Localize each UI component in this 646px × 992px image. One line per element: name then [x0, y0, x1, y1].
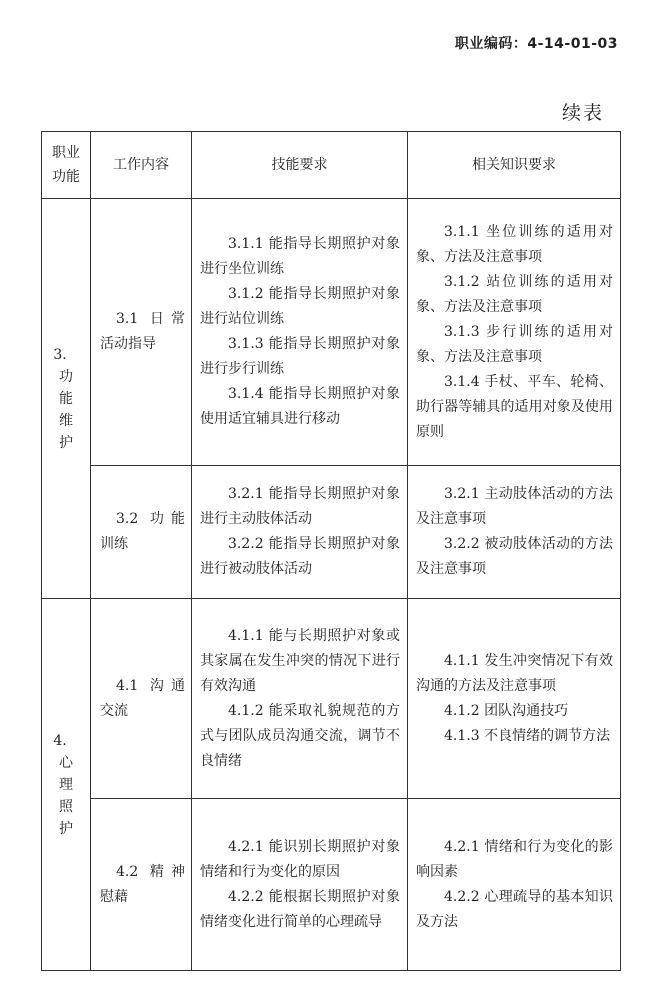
- work-content-line1: 3.1 日常: [116, 311, 185, 327]
- function-char: 心: [59, 754, 73, 771]
- function-cell-4: [42, 599, 91, 971]
- table-row: [42, 599, 621, 799]
- knowledge-cell: [408, 199, 621, 466]
- skills-cell: [192, 466, 408, 599]
- work-content-cell: [91, 199, 192, 466]
- knowledge-cell: [408, 799, 621, 971]
- work-content-line2: 训练: [100, 536, 128, 552]
- work-content-line2: 慰藉: [100, 888, 128, 905]
- skill-item: 3.2.1 能指导长期照护对象进行主动肢体活动: [200, 486, 400, 527]
- skill-item: 3.2.2 能指导长期照护对象进行被动肢体活动: [200, 536, 400, 577]
- knowledge-item: 3.2.1 主动肢体活动的方法及注意事项: [416, 486, 613, 527]
- skill-item: 3.1.1 能指导长期照护对象进行坐位训练: [200, 236, 400, 277]
- work-content-line2: 交流: [100, 702, 128, 719]
- skills-cell: [192, 199, 408, 466]
- knowledge-cell: [408, 466, 621, 599]
- skill-item: 4.2.2 能根据长期照护对象情绪变化进行简单的心理疏导: [200, 888, 400, 930]
- occupation-code: 职业编码：4-14-01-03: [454, 36, 618, 52]
- function-char: 护: [59, 434, 73, 451]
- skill-item: 3.1.2 能指导长期照护对象进行站位训练: [200, 286, 400, 327]
- work-content-line2: 活动指导: [100, 336, 156, 352]
- function-cell-3: [42, 199, 91, 599]
- work-content-cell: [91, 599, 192, 799]
- skill-item: 3.1.3 能指导长期照护对象进行步行训练: [200, 336, 400, 377]
- table-row: [42, 466, 621, 599]
- skills-cell: [192, 799, 408, 971]
- knowledge-item: 4.1.1 发生冲突情况下有效沟通的方法及注意事项: [416, 652, 613, 694]
- header-function-line1: 职业: [52, 144, 80, 161]
- function-char: 理: [59, 776, 73, 793]
- function-number: 4.: [53, 732, 67, 749]
- function-char: 功: [59, 368, 73, 385]
- knowledge-item: 3.1.2 站位训练的适用对象、方法及注意事项: [416, 273, 613, 315]
- work-content-line1: 4.2 精神: [116, 863, 185, 880]
- knowledge-item: 4.1.2 团队沟通技巧: [444, 702, 569, 719]
- table-header-row: [42, 132, 621, 199]
- skill-item: 4.1.2 能采取礼貌规范的方式与团队成员沟通交流，调节不良情绪: [200, 702, 400, 769]
- function-number: 3.: [53, 346, 67, 363]
- knowledge-item: 3.2.2 被动肢体活动的方法及注意事项: [416, 536, 613, 577]
- work-content-line1: 4.1 沟通: [116, 677, 185, 694]
- header-function: [42, 132, 91, 199]
- knowledge-item: 4.1.3 不良情绪的调节方法: [444, 727, 611, 744]
- header-function-line2: 功能: [52, 168, 80, 185]
- skill-item: 4.1.1 能与长期照护对象或其家属在发生冲突的情况下进行有效沟通: [200, 627, 400, 694]
- header-skill-requirements: 技能要求: [192, 132, 408, 199]
- knowledge-cell: [408, 599, 621, 799]
- skills-cell: [192, 599, 408, 799]
- skill-item: 4.2.1 能识别长期照护对象情绪和行为变化的原因: [200, 838, 400, 880]
- function-char: 照: [59, 798, 73, 815]
- skill-item: 3.1.4 能指导长期照护对象使用适宜辅具进行移动: [200, 386, 400, 427]
- skills-table: [41, 131, 621, 971]
- work-content-cell: [91, 799, 192, 971]
- knowledge-item: 3.1.3 步行训练的适用对象、方法及注意事项: [416, 323, 613, 365]
- table-row: [42, 799, 621, 971]
- continued-label: 续表: [562, 102, 605, 124]
- knowledge-item: 4.2.2 心理疏导的基本知识及方法: [416, 888, 613, 930]
- knowledge-item: 4.2.1 情绪和行为变化的影响因素: [416, 838, 613, 880]
- work-content-line1: 3.2 功能: [116, 511, 185, 527]
- function-char: 维: [59, 412, 73, 429]
- table-row: [42, 199, 621, 466]
- knowledge-item: 3.1.1 坐位训练的适用对象、方法及注意事项: [416, 223, 613, 265]
- function-char: 护: [59, 820, 73, 837]
- header-work-content: 工作内容: [91, 132, 192, 199]
- work-content-cell: [91, 466, 192, 599]
- knowledge-item: 3.1.4 手杖、平车、轮椅、助行器等辅具的适用对象及使用原则: [416, 373, 613, 440]
- function-char: 能: [59, 390, 73, 407]
- header-knowledge-requirements: 相关知识要求: [408, 132, 621, 199]
